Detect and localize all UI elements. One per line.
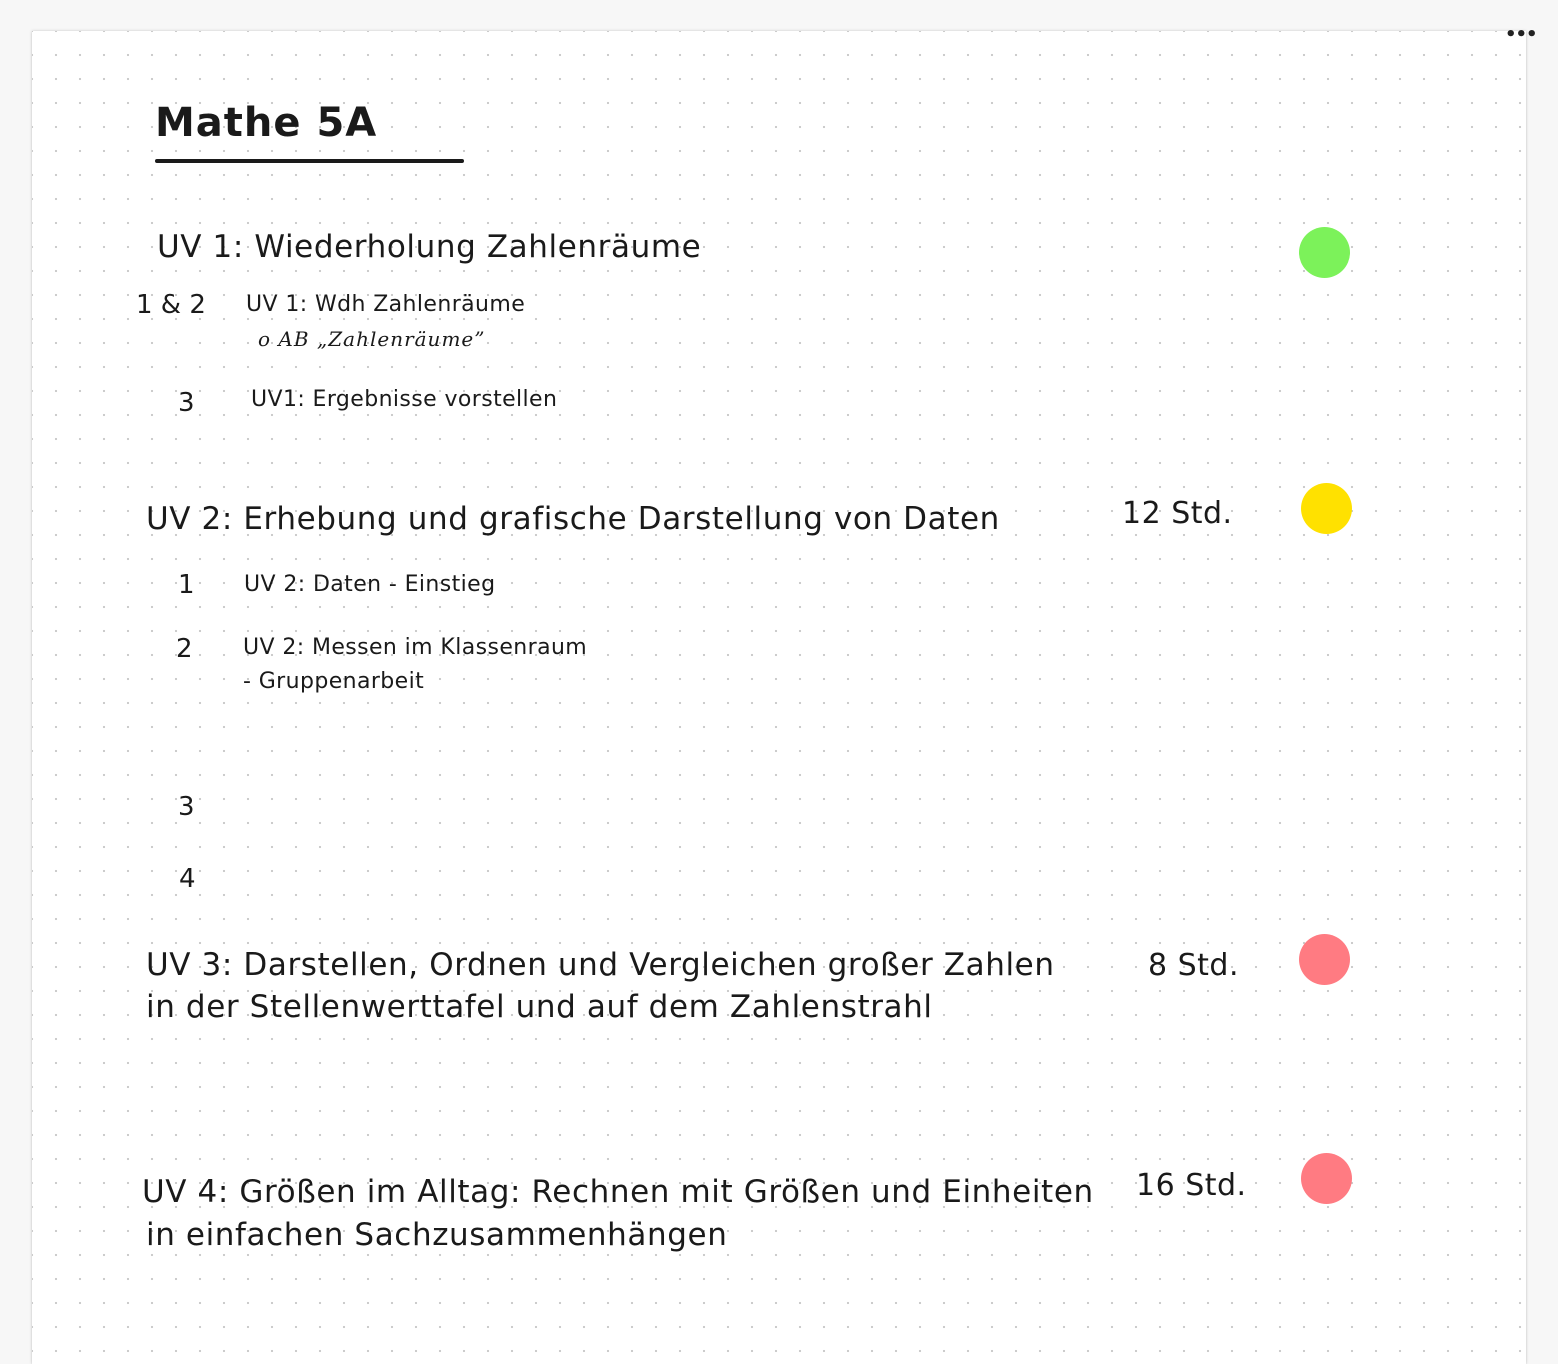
page-title: Mathe 5A [155, 100, 378, 146]
section-1-row-1-line-1: UV 1: Wdh Zahlenräume [246, 292, 526, 317]
section-1-row-1-number: 1 & 2 [136, 290, 206, 320]
section-1-row-2-number: 3 [178, 388, 195, 418]
section-2-row-4-number: 4 [179, 864, 196, 894]
section-2-heading: UV 2: Erhebung und grafische Darstellung von Daten [146, 501, 1000, 537]
section-2-row-2-line-1: UV 2: Messen im Klassenraum [243, 635, 588, 660]
section-2-status-dot [1301, 483, 1352, 534]
section-3-heading-line-1: UV 3: Darstellen, Ordnen und Vergleichen großer Zahlen [146, 947, 1055, 983]
section-2-row-2-line-2: - Gruppenarbeit [243, 669, 425, 694]
section-2-row-2-number: 2 [176, 634, 193, 664]
title-underline [155, 159, 464, 163]
section-2-row-1-line-1: UV 2: Daten - Einstieg [244, 572, 496, 597]
section-1-row-1-subnote: o AB „Zahlenräume” [258, 327, 486, 351]
section-4-hours: 16 Std. [1136, 1168, 1247, 1203]
more-options-icon[interactable]: ••• [1505, 24, 1537, 45]
section-4-heading-line-2: in einfachen Sachzusammenhängen [146, 1217, 728, 1253]
section-1-status-dot [1299, 227, 1350, 278]
section-4-heading-line-1: UV 4: Größen im Alltag: Rechnen mit Größen und Einheiten [142, 1174, 1094, 1210]
section-1-heading: UV 1: Wiederholung Zahlenräume [157, 229, 702, 265]
section-1-row-2-line-1: UV1: Ergebnisse vorstellen [251, 387, 558, 412]
section-3-hours: 8 Std. [1148, 948, 1240, 983]
section-2-row-1-number: 1 [178, 570, 195, 600]
section-2-hours: 12 Std. [1122, 496, 1233, 531]
section-3-status-dot [1299, 934, 1350, 985]
section-4-status-dot [1301, 1153, 1352, 1204]
section-3-heading-line-2: in der Stellenwerttafel und auf dem Zahlenstrahl [146, 989, 933, 1025]
section-2-row-3-number: 3 [178, 792, 195, 822]
